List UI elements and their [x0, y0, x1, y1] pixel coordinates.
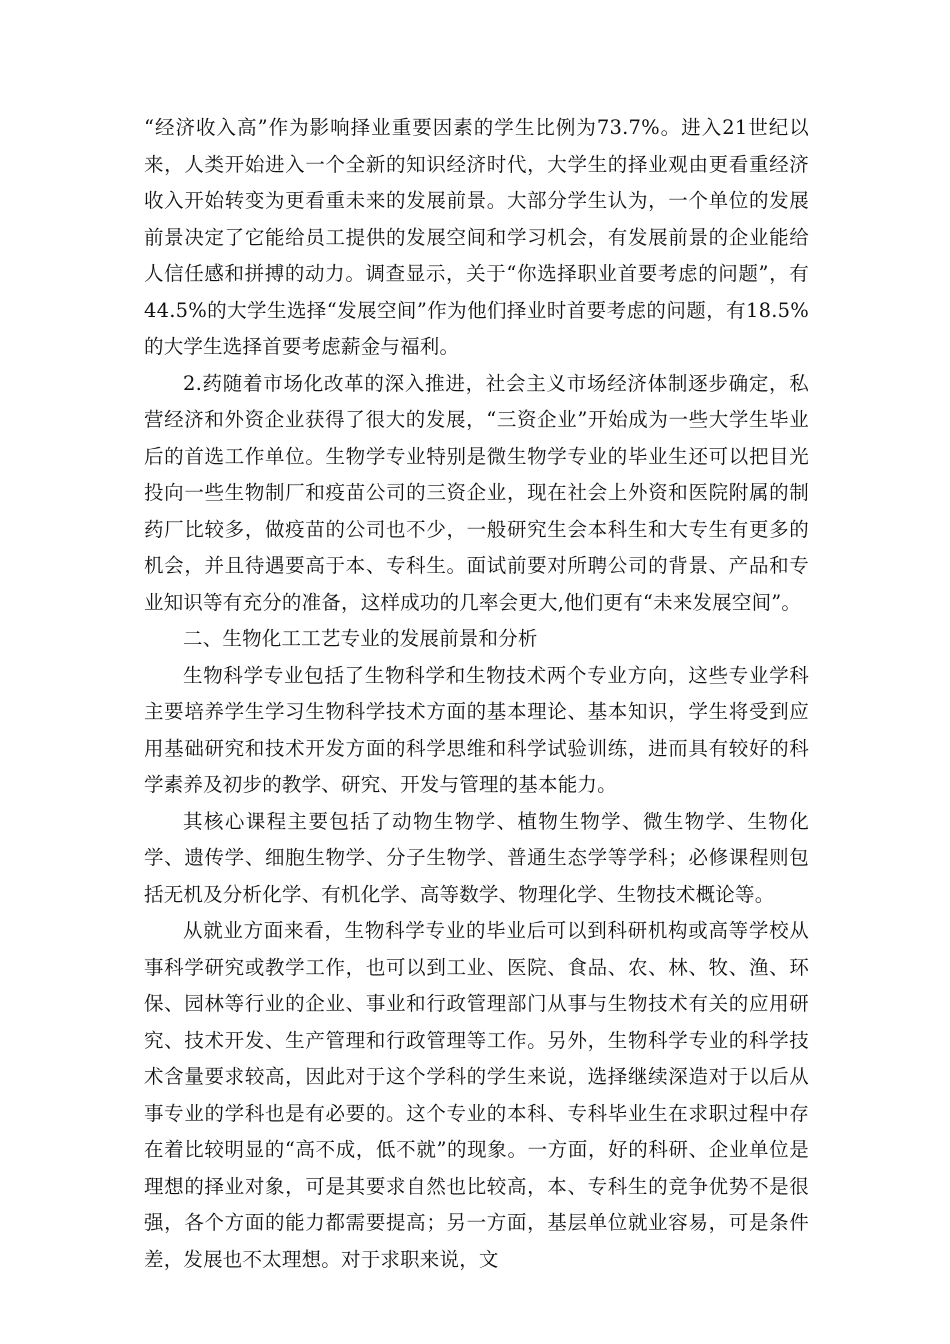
paragraph-income-vs-prospects: “经济收入高”作为影响择业重要因素的学生比例为73.7%。进入21世纪以来，人类开始进入一个全新的知识经济时代，大学生的择业观由更看重经济收入开始转变为更看重未来的发展前景。大部分学生认为，一个单位的发展前景决定了它能给员工提供的发展空间和学习机会，有发展前景的企业能给人信任感和拼搏的动力。调查显示，关于“你选择职业首要考虑的问题”，有44.5%的大学生选择“发展空间”作为他们择业时首要考虑的问题，有18.5%的大学生选择首要考虑薪金与福利。 [144, 116, 809, 358]
section-heading: 二、生物化工工艺专业的发展前景和分析 [183, 627, 538, 650]
paragraph-foreign-enterprises: 2.药随着市场化改革的深入推进，社会主义市场经济体制逐步确定，私营经济和外资企业获得了很大的发展，“三资企业”开始成为一些大学生毕业后的首选工作单位。生物学专业特别是微生物学专业的毕业生还可以把目光投向一些生物制厂和疫苗公司的三资企业，现在社会上外资和医院附属的制药厂比较多，做疫苗的公司也不少，一般研究生会本科生和大专生有更多的机会，并且待遇要高于本、专科生。面试前要对所聘公司的背景、产品和专业知识等有充分的准备，这样成功的几率会更大,他们更有“未来发展空间”。 [144, 371, 809, 614]
document-body [144, 110, 809, 1278]
paragraph-core-courses: 其核心课程主要包括了动物生物学、植物生物学、微生物学、生物化学、遗传学、细胞生物学、分子生物学、普通生态学等学科；必修课程则包括无机及分析化学、有机化学、高等数学、物理化学、生物技术概论等。 [144, 809, 809, 906]
paragraph-employment: 从就业方面来看，生物科学专业的毕业后可以到科研机构或高等学校从事科学研究或教学工作，也可以到工业、医院、食品、农、林、牧、渔、环保、园林等行业的企业、事业和行政管理部门从事与生物技术有关的应用研究、技术开发、生产管理和行政管理等工作。另外，生物科学专业的科学技术含量要求较高，因此对于这个学科的学生来说，选择继续深造对于以后从事专业的学科也是有必要的。这个专业的本科、专科毕业生在求职过程中存在着比较明显的“高不成，低不就”的现象。一方面，好的科研、企业单位是理想的择业对象，可是其要求自然也比较高，本、专科生的竞争优势不是很强，各个方面的能力都需要提高；另一方面，基层单位就业容易，可是条件差，发展也不太理想。对于求职来说，文 [144, 919, 809, 1271]
paragraph-major-overview: 生物科学专业包括了生物科学和生物技术两个专业方向，这些专业学科主要培养学生学习生物科学技术方面的基本理论、基本知识，学生将受到应用基础研究和技术开发方面的科学思维和科学试验训练，进而具有较好的科学素养及初步的教学、研究、开发与管理的基本能力。 [144, 663, 809, 796]
